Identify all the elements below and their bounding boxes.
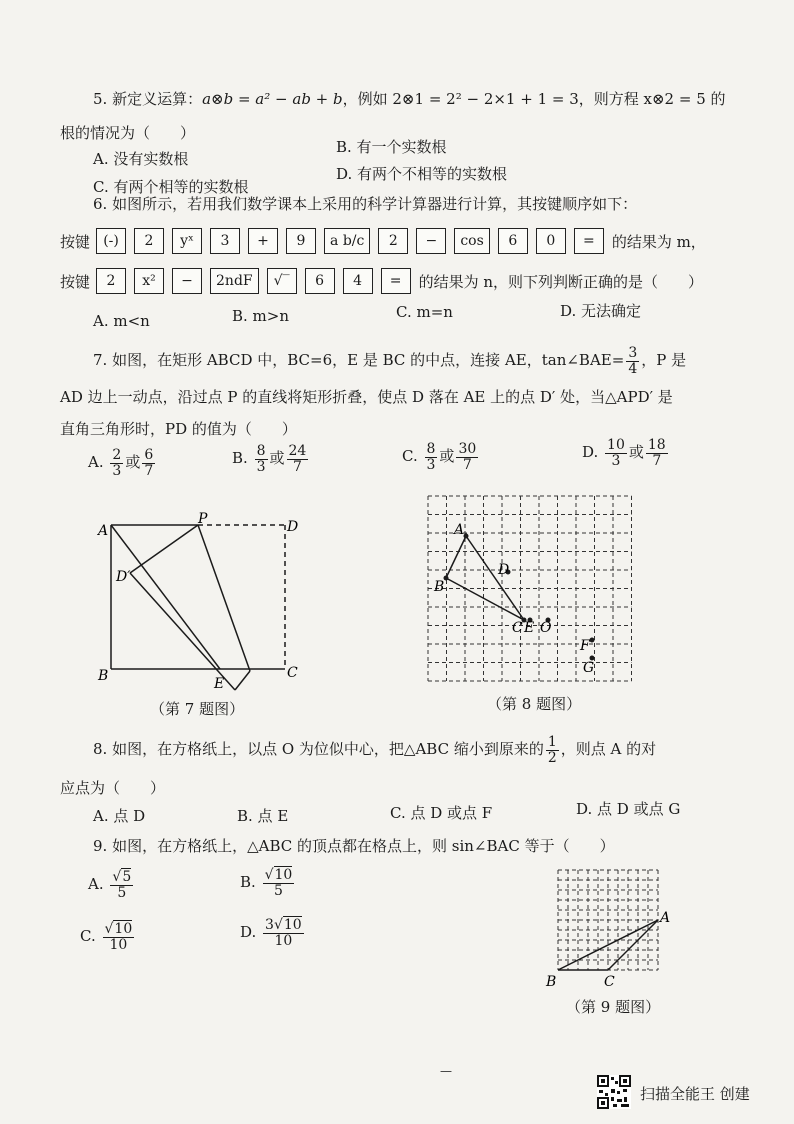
calc-key: yˣ	[172, 228, 202, 254]
fig8-label-O: O	[540, 620, 552, 636]
fig7-segment-PDp	[130, 525, 198, 573]
q9-stem: 9. 如图，在方格纸上，△ABC 的顶点都在格点上，则 sin∠BAC 等于（ ）	[93, 837, 615, 855]
q6-option-c: C. m=n	[396, 303, 453, 321]
fig7-label-C: C	[287, 665, 298, 681]
calc-key: 9	[286, 228, 316, 254]
fig7-label-A: A	[98, 523, 109, 539]
fig9-caption: （第 9 题图）	[566, 998, 661, 1016]
figure-9	[540, 862, 675, 992]
q5-option-b: B. 有一个实数根	[336, 138, 447, 156]
calc-key: 6	[498, 228, 528, 254]
q6-row2-tail: 的结果为 n，则下列判断正确的是（ ）	[418, 272, 704, 291]
calc-key: −	[172, 268, 202, 294]
figure-7	[90, 505, 315, 705]
fig8-point-F	[590, 638, 595, 643]
calc-key: +	[248, 228, 278, 254]
fig8-segment-AB	[446, 536, 466, 578]
q8-option-b: B. 点 E	[237, 807, 289, 825]
q8-stem-line1: 8. 如图，在方格纸上，以点 O 为位似中心，把△ABC 缩小到原来的 $\frac{1}{2}$ ，则点 A 的对	[93, 734, 657, 766]
q6-option-b: B. m>n	[232, 307, 290, 325]
fig9-label-C: C	[604, 974, 615, 990]
fig7-caption: （第 7 题图）	[150, 700, 245, 718]
q8-stem-line2: 应点为（ ）	[60, 779, 166, 797]
q5-stem-line2: 根的情况为（ ）	[60, 124, 196, 142]
q7-option-c: C. $\frac{8}{3}$ 或 $\frac{30}{7}$	[402, 441, 477, 473]
calc-key: 0	[536, 228, 566, 254]
fig8-point-A	[464, 534, 469, 539]
fig7-label-P: P	[198, 511, 208, 527]
q7-option-d: D. $\frac{10}{3}$ 或 $\frac{18}{7}$	[582, 437, 666, 469]
fig8-label-D: D	[498, 562, 510, 578]
calc-key: √‾	[267, 268, 297, 294]
footer-app-text: 扫描全能王 创建	[640, 1085, 750, 1103]
q7-option-b: B. $\frac{8}{3}$ 或 $\frac{24}{7}$	[232, 443, 307, 475]
q7-tan-fraction: $\frac{3}{4}$	[628, 345, 638, 377]
q6-row2-label: 按键	[60, 272, 91, 291]
calc-key: =	[381, 268, 411, 294]
fig8-label-B: B	[434, 579, 445, 595]
calc-key: x²	[134, 268, 164, 294]
q6-row1-tail: 的结果为 m，	[611, 232, 706, 251]
fig7-segment-AE	[111, 525, 220, 669]
calc-key: (-)	[96, 228, 126, 254]
q7-stem-line2: AD 边上一动点，沿过点 P 的直线将矩形折叠，使点 D 落在 AE 上的点 D′ 处，当△APD′ 是	[60, 388, 673, 406]
calc-key: 2	[134, 228, 164, 254]
fig8-label-F: F	[580, 638, 590, 654]
q8-option-a: A. 点 D	[93, 807, 146, 825]
calc-key: =	[574, 228, 604, 254]
calc-key: a b/c	[324, 228, 370, 254]
q5-formula: a⊗b = a² − ab + b	[202, 90, 343, 108]
q6-option-a: A. m<n	[93, 312, 150, 330]
fig9-grid	[558, 870, 658, 970]
fig8-label-G: G	[583, 660, 595, 676]
calc-key: −	[416, 228, 446, 254]
q8-fraction: $\frac{1}{2}$	[547, 734, 557, 766]
calc-key: 6	[305, 268, 335, 294]
fig7-label-D: D	[287, 519, 299, 535]
q9-option-a: A. $\frac{√5}{5}$	[88, 869, 132, 901]
calc-key: cos	[454, 228, 489, 254]
fig8-segment-BC	[446, 578, 524, 620]
figure-8	[420, 492, 640, 682]
q8-option-d: D. 点 D 或点 G	[576, 800, 681, 818]
fig7-segment-DpC	[130, 573, 235, 690]
q6-stem: 6. 如图所示，若用我们数学课本上采用的科学计算器进行计算，其按键顺序如下：	[93, 195, 638, 213]
q7-stem-line1: 7. 如图，在矩形 ABCD 中，BC=6，E 是 BC 的中点，连接 AE，tan∠BAE= $\frac{3}{4}$ ，P 是	[93, 345, 687, 377]
fig8-label-A: A	[454, 522, 465, 538]
fig8-label-E: E	[524, 620, 535, 636]
q6-option-d: D. 无法确定	[560, 302, 642, 320]
q9-option-d: D. $\frac{3√10}{10}$	[240, 917, 302, 949]
q7-option-a: A. $\frac{2}{3}$ 或 $\frac{6}{7}$	[88, 447, 154, 479]
q5-option-c: C. 有两个相等的实数根	[93, 178, 249, 196]
q6-key-row-1	[60, 228, 706, 254]
q5-option-a: A. 没有实数根	[93, 150, 189, 168]
q7-stem-line3: 直角三角形时，PD 的值为（ ）	[60, 420, 297, 438]
q5-stem-line1: 5. 新定义运算：a⊗b = a² − ab + b，例如 2⊗1 = 2² − 2×1 + 1 = 3，则方程 x⊗2 = 5 的	[93, 90, 726, 108]
q6-key-row-2	[60, 268, 703, 294]
qr-code-icon	[597, 1075, 631, 1109]
fig9-label-A: A	[660, 910, 671, 926]
fig7-label-Dprime: D′	[116, 569, 131, 585]
fig8-label-C: C	[512, 620, 523, 636]
q9-option-b: B. $\frac{√10}{5}$	[240, 867, 293, 899]
calc-key: 2	[96, 268, 126, 294]
q8-option-c: C. 点 D 或点 F	[390, 804, 493, 822]
page-mark: —	[440, 1064, 452, 1078]
calc-key: 3	[210, 228, 240, 254]
q6-row1-label: 按键	[60, 232, 91, 251]
q9-option-c: C. $\frac{√10}{10}$	[80, 921, 133, 953]
calc-key: 4	[343, 268, 373, 294]
calc-key: 2ndF	[210, 268, 259, 294]
fig9-label-B: B	[546, 974, 557, 990]
q5-option-d: D. 有两个不相等的实数根	[336, 165, 508, 183]
fig7-label-B: B	[98, 668, 109, 684]
calc-key: 2	[378, 228, 408, 254]
fig9-segment-CA	[608, 920, 658, 970]
fig7-segment-fold-tip	[235, 671, 250, 690]
fig8-caption: （第 8 题图）	[487, 695, 582, 713]
fig7-label-E: E	[214, 676, 225, 692]
